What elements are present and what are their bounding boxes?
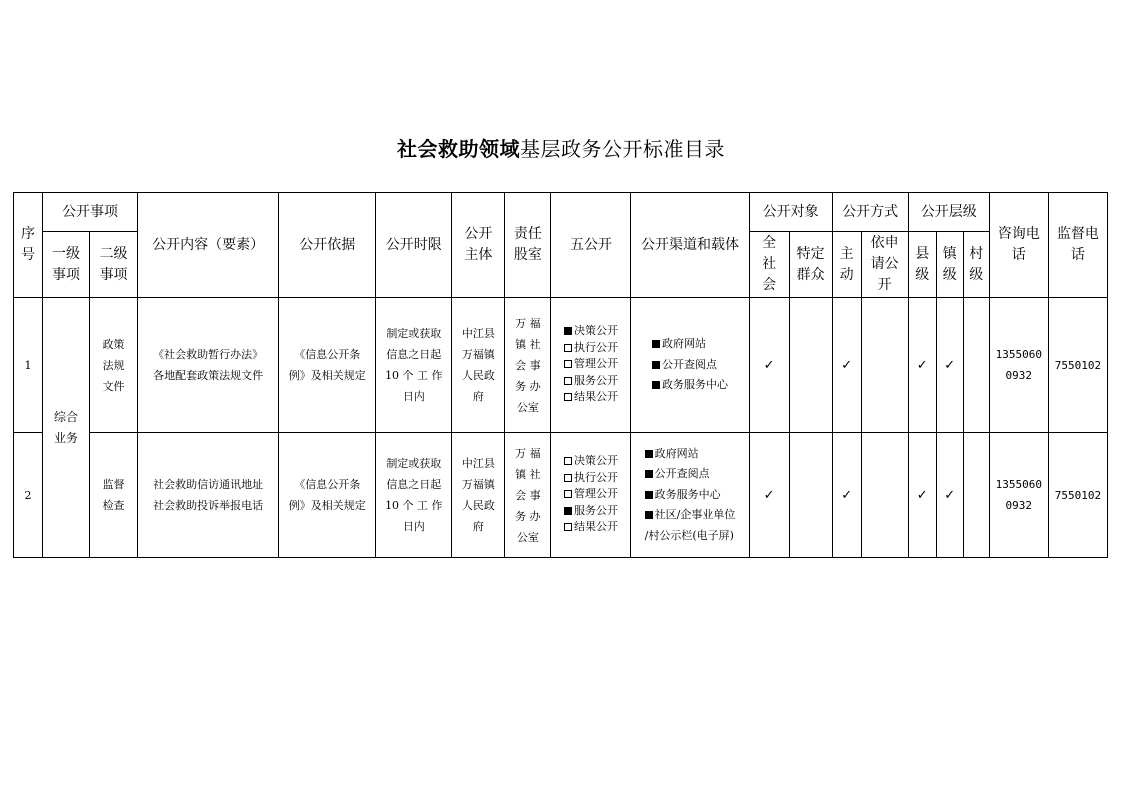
channel-label: 政府网站	[654, 446, 699, 460]
channel-option	[645, 444, 736, 465]
title-bold-part: 社会救助领域	[397, 137, 520, 161]
channel-option	[645, 485, 736, 506]
header-village: 村 级	[963, 232, 989, 298]
header-method: 公开方式	[832, 193, 908, 232]
channel-label: 公开查阅点	[662, 357, 718, 371]
all-society-cell	[749, 298, 789, 433]
supervise-phone-cell: 7550102	[1048, 298, 1107, 433]
channel-option	[652, 375, 728, 396]
row-seq: 1	[14, 298, 43, 433]
five-public-option	[564, 453, 618, 470]
five-public-option	[564, 486, 618, 503]
county-cell	[908, 433, 936, 558]
header-town: 镇 级	[936, 232, 963, 298]
check-mark-icon: ✓	[916, 487, 928, 503]
five-public-label: 服务公开	[573, 503, 618, 517]
channel-option	[652, 355, 728, 376]
all-society-cell	[749, 433, 789, 558]
unchecked-box-icon	[564, 457, 572, 465]
on-request-cell	[861, 433, 908, 558]
office-cell: 万 福 镇 社 会 事 务 办 公室	[505, 433, 551, 558]
header-subject: 公开 主体	[452, 193, 505, 298]
catalog-table	[13, 192, 1108, 558]
five-public-label: 执行公开	[573, 340, 618, 354]
five-public-option	[564, 340, 618, 357]
unchecked-box-icon	[564, 377, 572, 385]
channel-cell	[631, 433, 749, 558]
header-county: 县 级	[908, 232, 936, 298]
specific-cell	[789, 298, 832, 433]
channel-option	[645, 464, 736, 485]
check-mark-icon: ✓	[841, 487, 853, 503]
header-active: 主 动	[832, 232, 861, 298]
five-public-cell	[551, 433, 631, 558]
five-public-label: 决策公开	[573, 324, 618, 337]
level1-item: 综合 业务	[43, 298, 90, 558]
header-specific: 特定 群众	[789, 232, 832, 298]
five-public-option	[564, 470, 618, 487]
check-mark-icon: ✓	[841, 357, 853, 373]
five-public-option	[564, 323, 618, 340]
time-limit-cell: 制定或获取 信息之日起 10 个 工 作 日内	[376, 298, 452, 433]
header-time-limit: 公开时限	[376, 193, 452, 298]
channel-label: 政府网站	[662, 337, 707, 351]
header-supervise: 监督电 话	[1048, 193, 1107, 298]
channel-label: 社区/企事业单位	[654, 508, 736, 522]
channel-label: 公开查阅点	[654, 467, 710, 481]
five-public-option	[564, 503, 618, 520]
header-content: 公开内容（要素）	[138, 193, 279, 298]
checked-box-icon	[645, 450, 653, 458]
header-consult: 咨询电 话	[989, 193, 1048, 298]
content-cell: 社会救助信访通讯地址 社会救助投诉举报电话	[138, 433, 279, 558]
five-public-option	[564, 389, 618, 406]
checked-box-icon	[645, 470, 653, 478]
supervise-phone-cell: 7550102	[1048, 433, 1107, 558]
five-public-option	[564, 356, 618, 373]
table-row	[14, 298, 1108, 433]
document-title	[0, 133, 1122, 162]
channel-label: 政务服务中心	[662, 378, 729, 392]
active-cell	[832, 433, 861, 558]
channel-label: /村公示栏(电子屏)	[644, 528, 734, 542]
channel-option	[645, 505, 736, 526]
channel-option	[652, 334, 728, 355]
subject-cell: 中江县 万福镇 人民政 府	[452, 433, 505, 558]
county-cell	[908, 298, 936, 433]
on-request-cell	[861, 298, 908, 433]
checked-box-icon	[564, 507, 572, 515]
unchecked-box-icon	[564, 474, 572, 482]
five-public-label: 服务公开	[573, 373, 618, 387]
checked-box-icon	[652, 361, 660, 369]
five-public-label: 执行公开	[573, 470, 618, 484]
check-mark-icon: ✓	[763, 357, 775, 373]
level2-item: 政策 法规 文件	[90, 298, 138, 433]
header-level: 公开层级	[908, 193, 989, 232]
five-public-label: 决策公开	[573, 454, 618, 467]
checked-box-icon	[564, 327, 572, 335]
header-basis: 公开依据	[279, 193, 376, 298]
checked-box-icon	[645, 491, 653, 499]
table-row	[14, 433, 1108, 558]
check-mark-icon: ✓	[916, 357, 928, 373]
check-mark-icon: ✓	[944, 487, 956, 503]
header-audience: 公开对象	[749, 193, 832, 232]
header-matter: 公开事项	[43, 193, 138, 232]
office-cell: 万 福 镇 社 会 事 务 办 公室	[505, 298, 551, 433]
specific-cell	[789, 433, 832, 558]
level2-item: 监督 检查	[90, 433, 138, 558]
checked-box-icon	[645, 511, 653, 519]
five-public-option	[564, 373, 618, 390]
content-cell: 《社会救助暂行办法》 各地配套政策法规文件	[138, 298, 279, 433]
five-public-label: 管理公开	[573, 357, 618, 370]
unchecked-box-icon	[564, 523, 572, 531]
header-all-society: 全 社 会	[749, 232, 789, 298]
subject-cell: 中江县 万福镇 人民政 府	[452, 298, 505, 433]
channel-label: 政务服务中心	[654, 487, 721, 501]
channel-option	[645, 526, 736, 547]
consult-phone-cell: 1355060 0932	[989, 298, 1048, 433]
row-seq: 2	[14, 433, 43, 558]
town-cell	[936, 433, 963, 558]
header-level2: 二级 事项	[90, 232, 138, 298]
header-level1: 一级 事项	[43, 232, 90, 298]
consult-phone-cell: 1355060 0932	[989, 433, 1048, 558]
unchecked-box-icon	[564, 490, 572, 498]
header-seq: 序 号	[14, 193, 43, 298]
five-public-cell	[551, 298, 631, 433]
town-cell	[936, 298, 963, 433]
unchecked-box-icon	[564, 393, 572, 401]
village-cell	[963, 298, 989, 433]
unchecked-box-icon	[564, 360, 572, 368]
checked-box-icon	[652, 340, 660, 348]
village-cell	[963, 433, 989, 558]
active-cell	[832, 298, 861, 433]
five-public-label: 管理公开	[573, 487, 618, 500]
basis-cell: 《信息公开条 例》及相关规定	[279, 298, 376, 433]
unchecked-box-icon	[564, 344, 572, 352]
five-public-label: 结果公开	[573, 390, 618, 403]
channel-cell	[631, 298, 749, 433]
five-public-label: 结果公开	[573, 520, 618, 533]
basis-cell: 《信息公开条 例》及相关规定	[279, 433, 376, 558]
five-public-option	[564, 519, 618, 536]
header-five: 五公开	[551, 193, 631, 298]
check-mark-icon: ✓	[944, 357, 956, 373]
header-on-request: 依申 请公 开	[861, 232, 908, 298]
time-limit-cell: 制定或获取 信息之日起 10 个 工 作 日内	[376, 433, 452, 558]
header-office: 责任 股室	[505, 193, 551, 298]
checked-box-icon	[652, 381, 660, 389]
check-mark-icon: ✓	[763, 487, 775, 503]
header-channel: 公开渠道和载体	[631, 193, 749, 298]
title-rest: 基层政务公开标准目录	[520, 137, 725, 161]
